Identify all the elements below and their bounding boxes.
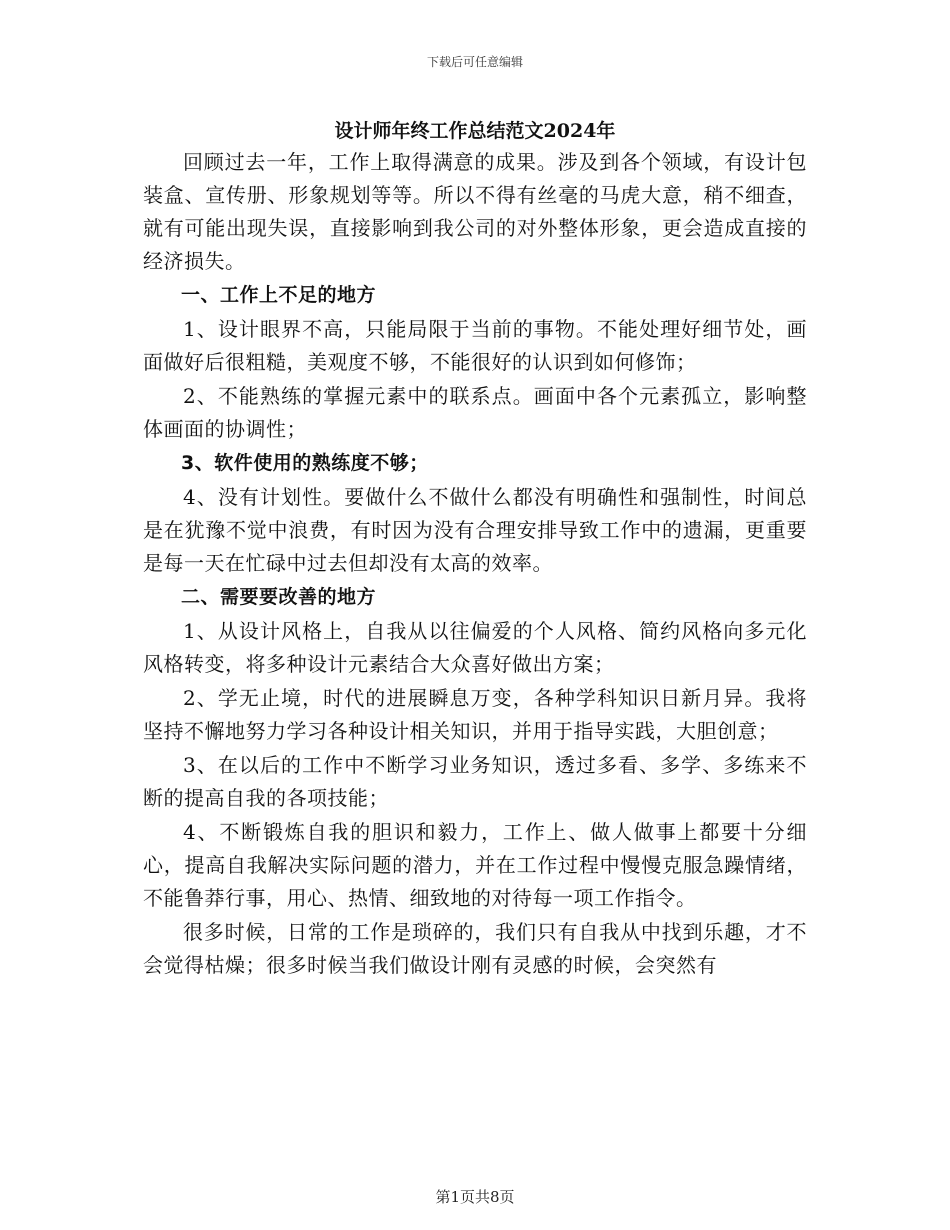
document-title: 设计师年终工作总结范文2024年	[334, 120, 616, 142]
list-item: 1、设计眼界不高，只能局限于当前的事物。不能处理好细节处，画面做好后很粗糙，美观度不够，不能很好的认识到如何修饰；	[143, 317, 807, 374]
section-heading-improvements: 二、需要要改善的地方	[181, 586, 377, 608]
list-item: 4、没有计划性。要做什么不做什么都没有明确性和强制性，时间总是在犹豫不觉中浪费，有时因为没有合理安排导致工作中的遗漏，更重要是每一天在忙碌中过去但却没有太高的效率。	[143, 485, 807, 575]
list-item: 2、不能熟练的掌握元素中的联系点。画面中各个元素孤立，影响整体画面的协调性；	[143, 384, 807, 441]
list-item: 2、学无止境，时代的进展瞬息万变，各种学科知识日新月异。我将坚持不懈地努力学习各种设计相关知识，并用于指导实践，大胆创意；	[143, 686, 807, 743]
intro-paragraph: 回顾过去一年，工作上取得满意的成果。涉及到各个领域，有设计包装盒、宣传册、形象规划等等。所以不得有丝毫的马虎大意，稍不细查，就有可能出现失误，直接影响到我公司的对外整体形象，更会造成直接的经济损失。	[143, 150, 807, 273]
header-note: 下载后可任意编辑	[426, 55, 523, 69]
list-item: 3、在以后的工作中不断学习业务知识，透过多看、多学、多练来不断的提高自我的各项技能；	[143, 753, 807, 810]
list-item: 4、不断锻炼自我的胆识和毅力，工作上、做人做事上都要十分细心，提高自我解决实际问题的潜力，并在工作过程中慢慢克服急躁情绪，不能鲁莽行事，用心、热情、细致地的对待每一项工作指令。	[143, 820, 807, 910]
list-item-bold: 3、软件使用的熟练度不够；	[181, 452, 429, 474]
page-footer: 第1页共8页	[435, 1188, 515, 1206]
closing-paragraph: 很多时候，日常的工作是琐碎的，我们只有自我从中找到乐趣，才不会觉得枯燥；很多时候当我们做设计刚有灵感的时候，会突然有	[143, 920, 807, 977]
section-heading-shortcomings: 一、工作上不足的地方	[181, 284, 377, 306]
document-body	[143, 146, 807, 983]
list-item: 1、从设计风格上，自我从以往偏爱的个人风格、简约风格向多元化风格转变，将多种设计元素结合大众喜好做出方案；	[143, 619, 807, 676]
